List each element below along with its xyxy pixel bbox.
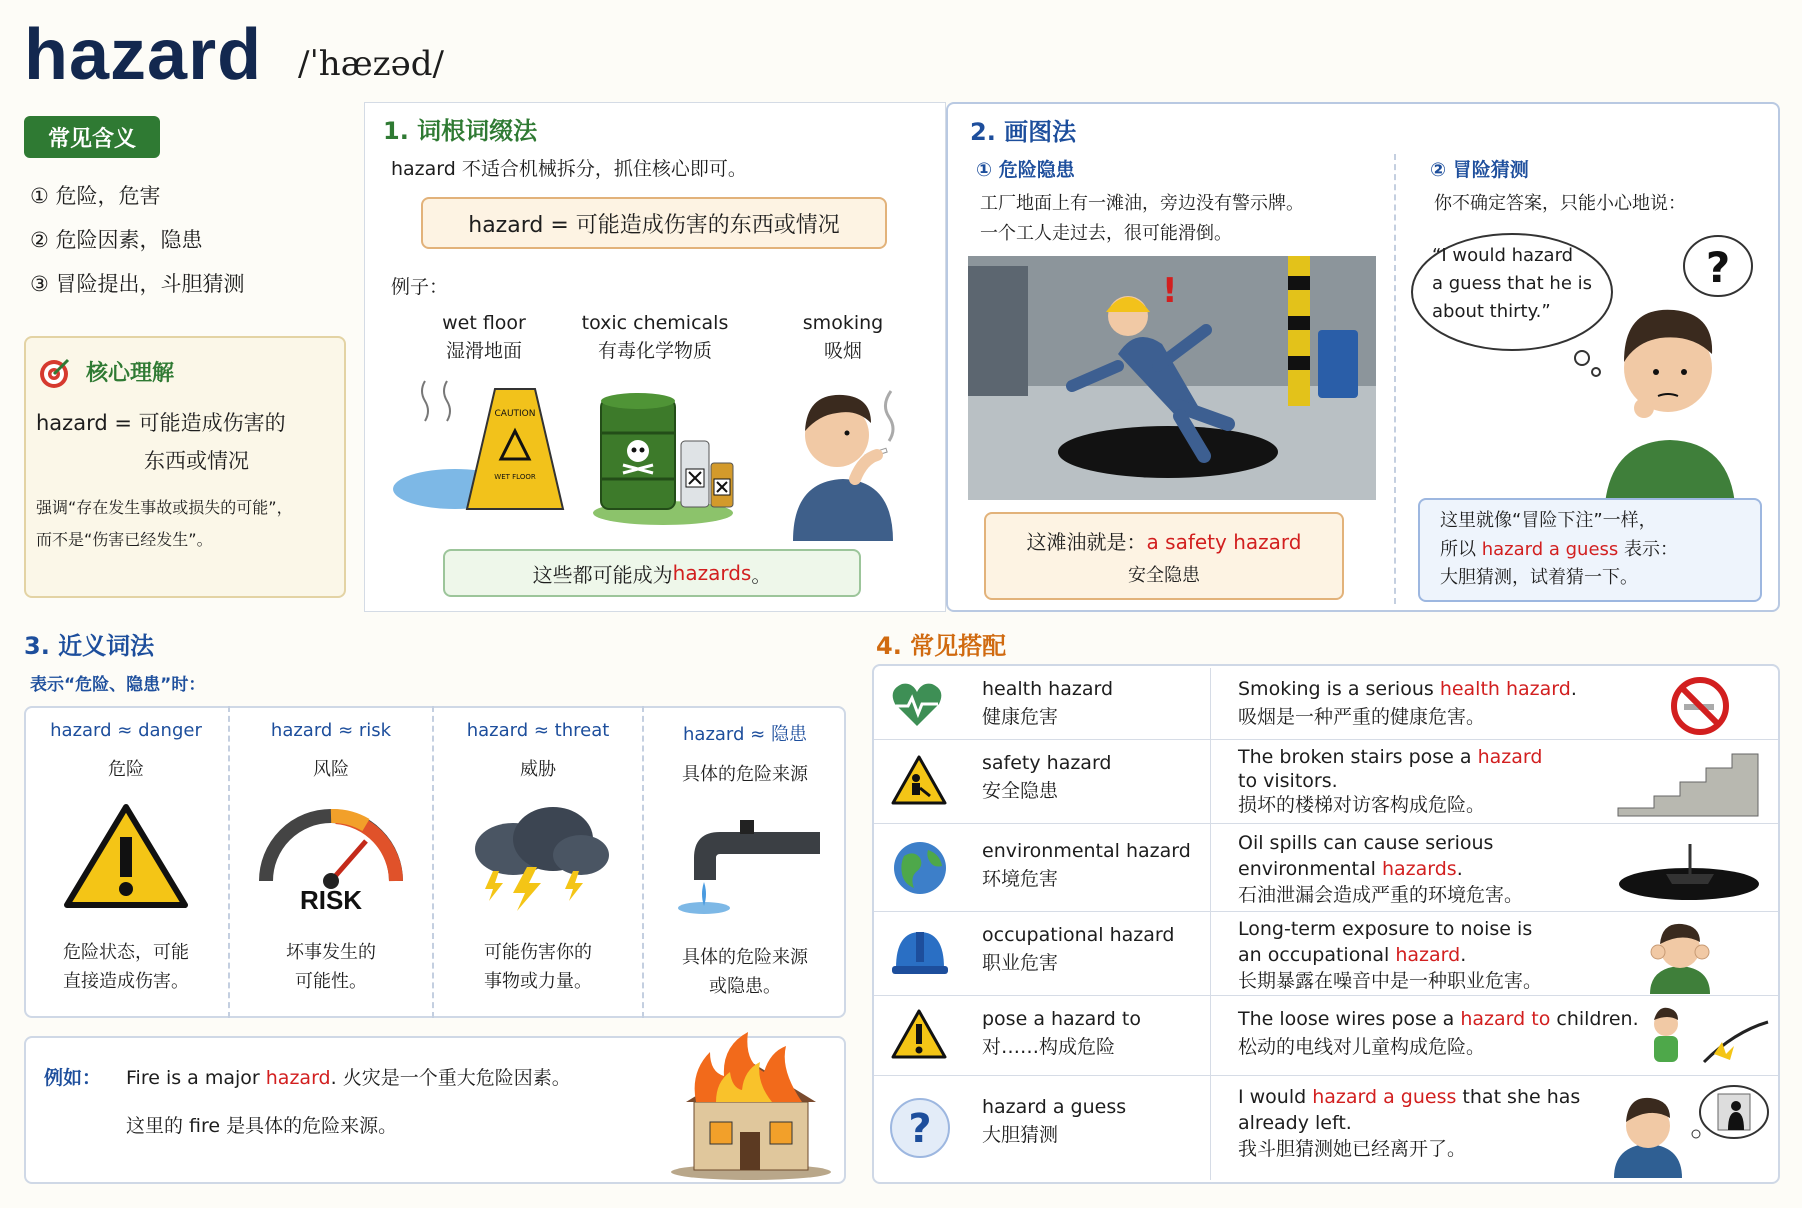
text-line bbox=[1027, 526, 1302, 555]
text-line: hazard ≈ danger bbox=[50, 720, 202, 741]
core-line-1: hazard = 可能造成伤害的 bbox=[36, 411, 286, 435]
text-line bbox=[1238, 1006, 1639, 1034]
warning-sign-icon bbox=[61, 801, 191, 911]
s2-left-box bbox=[984, 512, 1344, 600]
text-line: 对……构成危险 bbox=[982, 1036, 1116, 1058]
example-box bbox=[24, 1036, 846, 1184]
text-line: 危险状态，可能 bbox=[63, 942, 189, 963]
core-understanding-box bbox=[24, 336, 346, 598]
text-line bbox=[1238, 916, 1532, 944]
hazards-word: hazards bbox=[672, 561, 752, 585]
s1-intro: hazard 不适合机械拆分，抓住核心即可。 bbox=[391, 158, 747, 180]
hazard-a-guess-word: hazard a guess bbox=[1481, 538, 1619, 560]
worker-warning-icon bbox=[890, 754, 948, 806]
caution-text: CAUTION bbox=[494, 409, 536, 419]
text-fragment: hazard a guess bbox=[1312, 1086, 1457, 1108]
text-line: 事物或力量。 bbox=[484, 970, 592, 992]
text-line: 大胆猜测 bbox=[982, 1124, 1059, 1146]
synonym-col-risk bbox=[230, 706, 434, 1018]
text-fragment: Smoking is a serious bbox=[1238, 678, 1440, 700]
text-fragment: The loose wires pose a bbox=[1238, 1008, 1461, 1030]
example-label: 例如： bbox=[44, 1067, 102, 1089]
text-line: 吸烟是一种严重的健康危害。 bbox=[1238, 706, 1486, 728]
text-line: hazard ≈ threat bbox=[466, 720, 610, 741]
question-icon bbox=[888, 1096, 952, 1160]
text-line: safety hazard bbox=[982, 752, 1112, 774]
text-line: 松动的电线对儿童构成危险。 bbox=[1238, 1036, 1486, 1058]
text-fragment: . 火灾是一个重大危险因素。 bbox=[330, 1067, 571, 1089]
example-zh: 湿滑地面 bbox=[445, 340, 522, 362]
example-en: wet floor bbox=[442, 312, 526, 334]
phonetic: /ˈhæzəd/ bbox=[298, 44, 444, 84]
text-line: 坏事发生的 bbox=[286, 942, 376, 963]
section-drawing bbox=[946, 102, 1780, 612]
text-line: hazard ≈ 隐患 bbox=[683, 724, 807, 745]
core-line-2: 东西或情况 bbox=[144, 449, 249, 473]
text-line: 可能伤害你的 bbox=[484, 942, 592, 963]
text-line: 安全隐患 bbox=[982, 780, 1059, 802]
s1-summary bbox=[443, 549, 861, 597]
covering-ears-icon bbox=[1640, 918, 1720, 994]
text-line: 具体的危险来源 bbox=[682, 947, 808, 968]
meaning-2: ② 危险因素，隐患 bbox=[30, 228, 203, 252]
text-fragment: Fire is a major bbox=[126, 1067, 266, 1089]
s2-right-title: ② 冒险猜测 bbox=[1430, 159, 1529, 181]
leaking-pipe-icon bbox=[670, 806, 820, 916]
text-fragment: 表示： bbox=[1618, 538, 1679, 560]
text-fragment: to visitors. bbox=[1238, 770, 1338, 792]
text-line: pose a hazard to bbox=[982, 1008, 1141, 1030]
collocation-row bbox=[874, 740, 1778, 824]
headword: hazard bbox=[24, 15, 263, 95]
text-fragment: The broken stairs pose a bbox=[1238, 746, 1478, 768]
example-zh: 吸烟 bbox=[823, 340, 862, 362]
text-line bbox=[1440, 536, 1678, 565]
text-line: environmental hazard bbox=[982, 840, 1191, 862]
text-fragment: I would bbox=[1238, 1086, 1313, 1108]
thinking-person-icon bbox=[1604, 1082, 1774, 1178]
text-fragment: hazards bbox=[1381, 858, 1457, 880]
text-fragment: Oil spills can cause serious bbox=[1238, 832, 1494, 854]
text-line: 健康危害 bbox=[982, 706, 1059, 728]
collocation-row bbox=[874, 996, 1778, 1076]
text-line: 石油泄漏会造成严重的环境危害。 bbox=[1238, 884, 1524, 906]
s2-right-desc: 你不确定答案，只能小心地说： bbox=[1434, 193, 1686, 214]
text-line: 。 bbox=[751, 562, 772, 587]
text-line bbox=[1238, 856, 1463, 884]
target-icon bbox=[38, 356, 72, 390]
s2-left-desc-2: 一个工人走过去，很可能滑倒。 bbox=[980, 223, 1232, 244]
collocation-row bbox=[874, 824, 1778, 912]
text-fragment: an occupational bbox=[1238, 944, 1396, 966]
wet-floor-illustration bbox=[385, 371, 575, 531]
s2-right-box bbox=[1418, 498, 1762, 602]
text-fragment: hazard bbox=[1395, 944, 1461, 966]
text-line: 职业危害 bbox=[982, 952, 1059, 974]
text-line: hazard ≈ risk bbox=[270, 720, 392, 741]
text-line: 安全隐患 bbox=[1128, 564, 1200, 586]
text-line: 环境危害 bbox=[982, 868, 1059, 890]
text-line: hazard a guess bbox=[982, 1096, 1127, 1118]
text-line: 威胁 bbox=[520, 759, 556, 780]
safety-hazard-word: a safety hazard bbox=[1146, 529, 1302, 554]
heart-pulse-icon bbox=[890, 680, 944, 730]
text-line: 这些都可能成为 bbox=[532, 562, 673, 587]
text-line: 这里就像“冒险下注”一样， bbox=[1440, 509, 1657, 531]
broken-stairs-icon bbox=[1608, 746, 1768, 822]
factory-slip-illustration bbox=[968, 256, 1376, 500]
text-fragment: environmental bbox=[1238, 858, 1382, 880]
bubble-line-2: a guess that he is bbox=[1432, 273, 1592, 294]
warning-icon bbox=[890, 1008, 948, 1060]
text-line: 直接造成伤害。 bbox=[63, 970, 189, 992]
helmet-icon bbox=[890, 926, 950, 980]
section-root-affix bbox=[364, 102, 946, 612]
text-fragment: hazard to bbox=[1460, 1008, 1551, 1030]
globe-icon bbox=[892, 840, 948, 896]
text-fragment: . bbox=[1456, 858, 1463, 880]
text-line: 或隐患。 bbox=[709, 975, 781, 997]
text-line: 可能性。 bbox=[295, 970, 367, 992]
text-line: 危险 bbox=[108, 759, 144, 780]
meaning-3: ③ 冒险提出，斗胆猜测 bbox=[30, 272, 245, 296]
section-4-title: 4. 常见搭配 bbox=[876, 632, 1007, 660]
text-line: 具体的危险来源 bbox=[682, 764, 808, 785]
smoking-illustration bbox=[785, 371, 915, 541]
text-line: 大胆猜测，试着猜一下。 bbox=[1440, 567, 1638, 589]
example-en: toxic chemicals bbox=[581, 312, 729, 334]
core-note-1: 强调“存在发生事故或损失的可能”， bbox=[36, 498, 293, 517]
storm-cloud-icon bbox=[463, 801, 613, 911]
text-fragment: already left. bbox=[1238, 1112, 1352, 1134]
text-line: health hazard bbox=[982, 678, 1114, 700]
section-3-title: 3. 近义词法 bbox=[24, 632, 155, 660]
risk-gauge-icon bbox=[256, 801, 406, 911]
text-line bbox=[1238, 830, 1493, 858]
bubble-line-1: “I would hazard bbox=[1432, 245, 1574, 266]
s2-divider bbox=[1394, 154, 1396, 604]
s1-formula: hazard = 可能造成伤害的东西或情况 bbox=[421, 197, 887, 249]
text-fragment: that she has bbox=[1456, 1086, 1581, 1108]
text-line bbox=[1238, 1110, 1352, 1138]
text-fragment: . bbox=[1570, 678, 1577, 700]
text-fragment: 这滩油就是： bbox=[1026, 529, 1147, 554]
text-fragment: hazard bbox=[265, 1067, 331, 1089]
text-fragment: 所以 bbox=[1440, 538, 1482, 560]
example-en: smoking bbox=[802, 312, 884, 334]
text-line bbox=[1238, 942, 1466, 970]
text-line: 损坏的楼梯对访客构成危险。 bbox=[1238, 794, 1486, 816]
loose-wires-icon bbox=[1644, 1004, 1774, 1072]
burning-house-icon bbox=[666, 1032, 836, 1182]
svg-text:!: ! bbox=[1162, 271, 1178, 311]
bubble-line-3: about thirty.” bbox=[1432, 301, 1551, 322]
oil-spill-icon bbox=[1614, 834, 1764, 904]
text-line: 长期暴露在噪音中是一种职业危害。 bbox=[1238, 970, 1543, 992]
s1-examples-label: 例子： bbox=[391, 276, 449, 298]
toxic-barrel-illustration bbox=[583, 371, 743, 531]
section-2-title: 2. 画图法 bbox=[970, 118, 1077, 146]
meanings-tag: 常见含义 bbox=[24, 116, 160, 158]
core-title: 核心理解 bbox=[86, 361, 175, 386]
text-fragment: hazard bbox=[1477, 746, 1543, 768]
text-line: 我斗胆猜测她已经离开了。 bbox=[1238, 1138, 1467, 1160]
s2-left-desc-1: 工厂地面上有一滩油，旁边没有警示牌。 bbox=[980, 193, 1304, 214]
text-fragment: . bbox=[1460, 944, 1467, 966]
wetfloor-text: WET FLOOR bbox=[494, 473, 536, 481]
synonym-col-threat bbox=[434, 706, 644, 1018]
text-line: 风险 bbox=[313, 759, 349, 780]
synonym-col-danger bbox=[24, 706, 230, 1018]
question-mark: ? bbox=[1705, 243, 1731, 292]
collocation-row bbox=[874, 668, 1778, 740]
meaning-1: ① 危险，危害 bbox=[30, 184, 161, 208]
text-line bbox=[1238, 1084, 1580, 1112]
text-line bbox=[1238, 676, 1577, 704]
s2-left-title: ① 危险隐患 bbox=[976, 159, 1075, 181]
risk-label: RISK bbox=[299, 885, 363, 911]
s3-subtitle: 表示“危险、隐患”时： bbox=[30, 675, 206, 695]
no-smoking-icon bbox=[1668, 676, 1732, 736]
collocation-row bbox=[874, 912, 1778, 996]
example-note: 这里的 fire 是具体的危险来源。 bbox=[126, 1115, 398, 1137]
svg-text:?: ? bbox=[908, 1106, 932, 1152]
text-fragment: children. bbox=[1550, 1008, 1639, 1030]
core-note-2: 而不是“伤害已经发生”。 bbox=[36, 530, 213, 549]
text-fragment: Long-term exposure to noise is bbox=[1238, 918, 1533, 940]
text-line: occupational hazard bbox=[982, 924, 1175, 946]
text-fragment: health hazard bbox=[1439, 678, 1571, 700]
example-sentence bbox=[126, 1064, 571, 1093]
collocation-row bbox=[874, 1076, 1778, 1180]
example-zh: 有毒化学物质 bbox=[597, 340, 712, 362]
section-1-title: 1. 词根词缀法 bbox=[383, 117, 538, 145]
synonym-col-source bbox=[644, 706, 846, 1018]
